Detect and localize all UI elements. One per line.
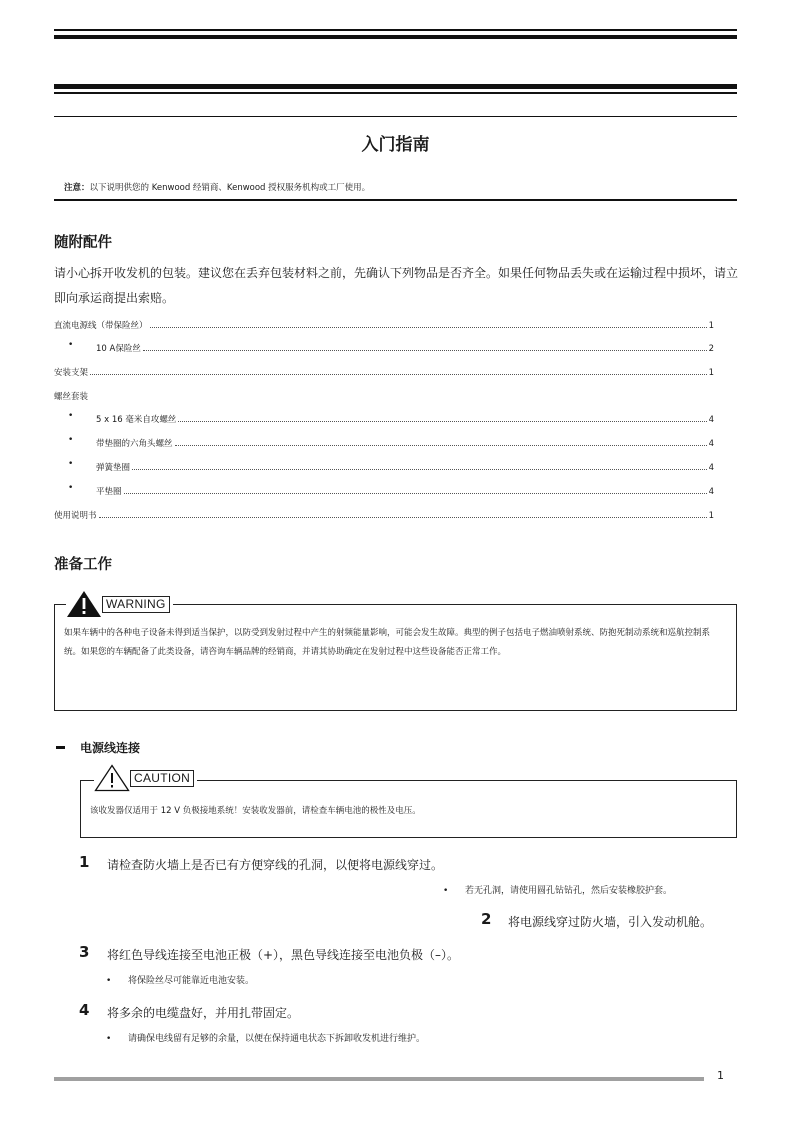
warning-label: WARNING [102,596,170,613]
header-rule-1 [54,29,737,31]
item-qty: 4 [708,463,714,473]
bullet: • [68,435,74,445]
caution-label: CAUTION [130,770,194,787]
list-item [54,483,714,497]
step-text: 将多余的电缆盘好，并用扎带固定。 [107,1006,300,1020]
step-bullet [443,883,672,896]
caution-text: 该收发器仅适用于 12 V 负极接地系统！安装收发器前，请检查车辆电池的极性及电压。 [90,806,421,816]
step-bullet [106,1031,425,1044]
header-rule-5 [54,116,737,117]
bullet: • [443,886,449,896]
header-rule-3 [54,84,737,89]
warning-box [54,604,737,711]
bullet: • [68,483,74,493]
list-item [54,340,714,354]
bullet: • [68,411,74,421]
note-label: 注意： [64,183,90,193]
item-label: 带垫圈的六角头螺丝 [96,439,173,449]
item-label: 5 x 16 毫米自攻螺丝 [96,415,177,425]
bullet: • [106,1034,112,1044]
item-qty: 2 [708,344,714,354]
header-rule-2 [54,35,737,39]
leader-dots [90,374,707,375]
step-number: 4 [79,1001,90,1019]
list-item [54,388,714,402]
bullet: • [68,459,74,469]
step-bullet [106,973,254,986]
item-label: 弹簧垫圈 [96,463,131,473]
item-label: 直流电源线（带保险丝） [54,321,148,331]
bullet-text: 将保险丝尽可能靠近电池安装。 [128,976,255,986]
warning-badge [66,590,173,618]
page-number: 1 [717,1069,724,1082]
item-qty: 1 [708,511,714,521]
step-number: 1 [79,853,90,871]
list-item [54,507,714,521]
list-item [54,317,714,331]
step-text: 将红色导线连接至电池正极（+），黑色导线连接至电池负极（–）。 [107,948,460,962]
power-heading: 电源线连接 [80,741,141,755]
bullet: • [106,976,112,986]
leader-dots [178,421,706,422]
step-text: 请检查防火墙上是否已有方便穿线的孔洞，以便将电源线穿过。 [107,858,444,872]
caution-triangle-icon [94,764,130,792]
bullet-text: 若无孔洞，请使用圆孔钻钻孔，然后安装橡胶护套。 [465,886,673,896]
item-qty: 4 [708,487,714,497]
item-label: 安装支架 [54,368,89,378]
preparation-heading: 准备工作 [54,557,112,573]
leader-dots [124,493,707,494]
accessories-heading: 随附配件 [54,235,112,251]
note-text: 以下说明供您的 Kenwood 经销商、Kenwood 授权服务机构或工厂使用。 [89,183,371,193]
list-item [54,364,714,378]
bullet-text: 请确保电线留有足够的余量，以便在保持通电状态下拆卸收发机进行维护。 [128,1034,426,1044]
leader-dots [175,445,707,446]
item-qty: 1 [708,321,714,331]
note-rule [54,199,737,201]
page-title: 入门指南 [361,135,430,155]
step-text: 将电源线穿过防火墙，引入发动机舱。 [508,915,713,929]
item-label: 使用说明书 [54,511,97,521]
accessories-intro: 请小心拆开收发机的包装。建议您在丢弃包装材料之前，先确认下列物品是否齐全。如果任何物品丢失或在运输过程中损坏，请立即向承运商提出索赔。 [54,266,739,305]
item-qty: 1 [708,368,714,378]
step-number: 3 [79,943,90,961]
leader-dots [150,327,707,328]
warning-triangle-icon [66,590,102,618]
list-item [54,435,714,449]
section-dash [56,746,65,749]
leader-dots [99,517,707,518]
step-number: 2 [481,910,492,928]
list-item [54,411,714,425]
leader-dots [143,350,707,351]
caution-badge [94,764,197,792]
warning-text: 如果车辆中的各种电子设备未得到适当保护，以防受到发射过程中产生的射频能量影响，可能会发生故障。典型的例子包括电子燃油喷射系统、防抱死制动系统和巡航控制系统。如果您的车辆配备了此类设备，请咨询车辆品牌的经销商，并请其协助确定在发射过程中这些设备能否正常工作。 [64,628,711,657]
item-qty: 4 [708,439,714,449]
leader-dots [132,469,707,470]
bullet: • [68,340,74,350]
list-item [54,459,714,473]
item-qty: 4 [708,415,714,425]
header-rule-4 [54,92,737,94]
item-label: 平垫圈 [96,487,122,497]
item-label: 螺丝套装 [54,392,89,402]
footer-rule [54,1077,704,1081]
note [64,181,370,193]
item-label: 10 A保险丝 [96,344,141,354]
